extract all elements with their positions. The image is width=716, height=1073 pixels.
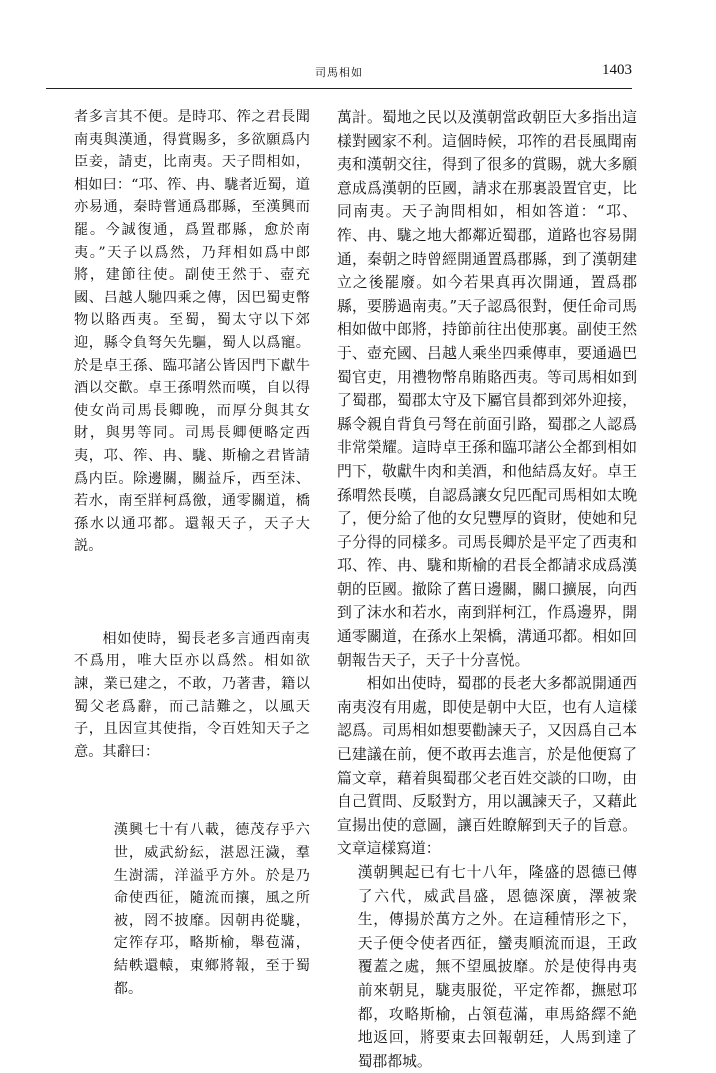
translation-column [337,106,637,1073]
translation-paragraph-1: 萬計。蜀地之民以及漢朝當政朝臣大多指出這樣對國家不利。這個時候，邛筰的君長風聞南夷和漢朝交往，得到了很多的賞賜，就大多願意成爲漢朝的臣國，請求在那裏設置官吏，比同南夷。天子詢問相如，相如答道：“邛、筰、冉、駹之地大都鄰近蜀郡，道路也容易開通，秦朝之時曾經開通置爲郡縣，到了漢朝建立之後罷廢。如今若果真再次開通，置爲郡縣，要勝過南夷。”天子認爲很對，便任命司馬相如做中郎將，持節前往出使那裏。副使王然于、壺充國、吕越人乘坐四乘傳車，要通過巴蜀官吏，用禮物幣帛賄賂西夷。等司馬相如到了蜀郡，蜀郡太守及下屬官員都到郊外迎接，縣令親自背負弓弩在前面引路，蜀郡之人認爲非常榮耀。這時卓王孫和臨邛諸公全都到相如門下，敬獻牛肉和美酒，和他結爲友好。卓王孫喟然長嘆，自認爲讓女兒匹配司馬相如太晚了，便分給了他的女兒豐厚的資財，使她和兒子分得的同樣多。司馬長卿於是平定了西夷和邛、筰、冉、駹和斯榆的君長全都請求成爲漢朝的臣國。撤除了舊日邊關，關口擴展，向西到了沫水和若水，南到牂柯江，作爲邊界，開通零關道，在孫水上架橋，溝通邛都。相如回朝報告天子，天子十分喜悦。 [337,109,637,669]
running-header [46,62,632,84]
original-text-column [74,106,310,1000]
original-paragraph-1: 者多言其不便。是時邛、筰之君長聞南夷與漢通，得賞賜多，多欲願爲内臣妾，請吏，比南夷。天子問相如，相如曰：“邛、筰、冉、駹者近蜀，道亦易通，秦時嘗通爲郡縣，至漢興而罷。今誠復通，爲置郡縣，愈於南夷。”天子以爲然，乃拜相如爲中郎將，建節往使。副使王然于、壺充國、吕越人馳四乘之傳，因巴蜀吏幣物以賂西夷。至蜀，蜀太守以下郊迎，縣令負弩矢先驅，蜀人以爲寵。於是卓王孫、臨邛諸公皆因門下獻牛酒以交歡。卓王孫喟然而嘆，自以得使女尚司馬長卿晚，而厚分與其女財，與男等同。司馬長卿便略定西夷，邛、筰、冉、駹、斯榆之君皆請爲内臣。除邊關，關益斥，西至沬、若水，南至牂柯爲徼，通零關道，橋孫水以通邛都。還報天子，天子大説。 [74,109,310,555]
header-rule [46,88,632,89]
page-number: 1403 [602,62,632,78]
original-paragraph-2: 相如使時，蜀長老多言通西南夷不爲用，唯大臣亦以爲然。相如欲諫，業已建之，不敢，乃著書，籍以蜀父老爲辭，而己詰難之，以風天子，且因宣其使指，令百姓知天子之意。其辭曰： [74,630,310,760]
running-title: 司馬相如 [315,66,363,79]
original-quote-paragraph: 漢興七十有八載，德茂存乎六世，威武紛紜，湛恩汪濊，羣生澍濡，洋溢乎方外。於是乃命使西征，隨流而攘，風之所被，罔不披靡。因朝冉從駹，定筰存邛，略斯榆，舉苞滿，結軼還轅，東鄉將報，至于蜀都。 [113,822,310,997]
translation-quote-paragraph: 漢朝興起已有七十八年，隆盛的恩德已傳了六代，威武昌盛，恩德深廣，澤被衆生，傳揚於萬方之外。在這種情形之下，天子便令使者西征，蠻夷順流而退，王政覆蓋之處，無不望風披靡。於是使得冉夷前來朝見，駹夷服從，平定筰都，撫慰邛都，攻略斯榆，占領苞滿，車馬絡繹不絶地返回，將要東去回報朝廷，人馬到達了蜀郡都城。 [357,864,637,1070]
paragraph-spacer [74,558,310,628]
paragraph-spacer [74,763,310,819]
translation-paragraph-2: 相如出使時，蜀郡的長老大多都説開通西南夷沒有用處，即使是朝中大臣，也有人這樣認爲。司馬相如想要勸諫天子，又因爲自己本已建議在前，便不敢再去進言，於是他便寫了篇文章，藉着與蜀郡父老百姓交談的口吻，由自己質問、反駁對方，用以諷諫天子，又藉此宣揚出使的意圖，讓百姓瞭解到天子的旨意。文章這樣寫道： [337,675,637,858]
